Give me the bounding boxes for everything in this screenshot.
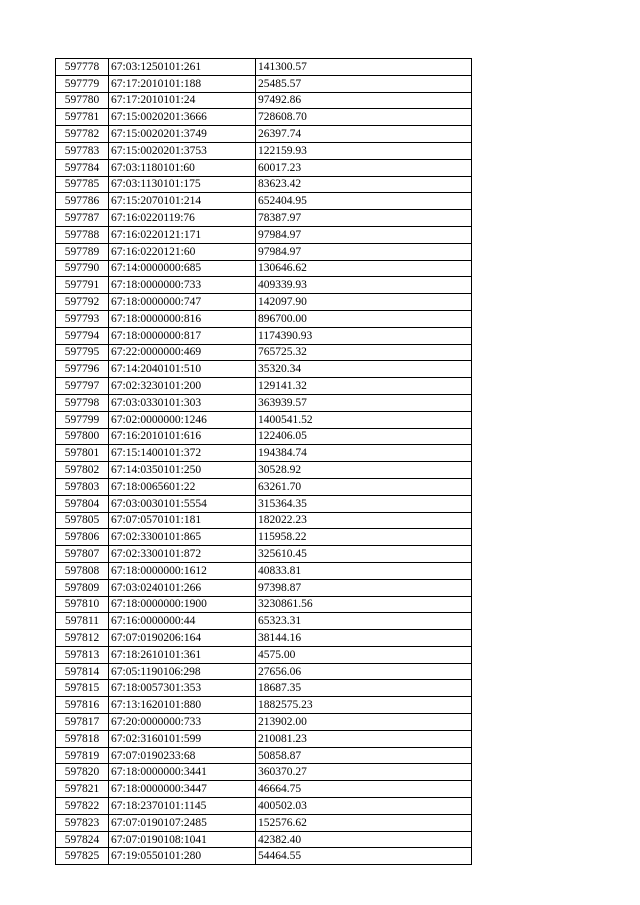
row-number-cell: 597805 (56, 512, 109, 529)
cadastral-number-cell: 67:16:0220121:60 (109, 243, 256, 260)
table-row (56, 714, 472, 731)
cadastral-number-cell: 67:19:0550101:280 (109, 848, 256, 865)
row-number-cell: 597799 (56, 411, 109, 428)
cadastral-number-cell: 67:20:0000000:733 (109, 714, 256, 731)
amount-cell: 652404.95 (256, 193, 472, 210)
amount-cell: 315364.35 (256, 495, 472, 512)
row-number-cell: 597813 (56, 646, 109, 663)
row-number-cell: 597821 (56, 781, 109, 798)
row-number-cell: 597794 (56, 327, 109, 344)
cadastral-number-cell: 67:18:0000000:3441 (109, 764, 256, 781)
cadastral-number-cell: 67:18:0000000:3447 (109, 781, 256, 798)
table-row (56, 529, 472, 546)
cadastral-number-cell: 67:02:3230101:200 (109, 378, 256, 395)
row-number-cell: 597779 (56, 75, 109, 92)
cadastral-number-cell: 67:16:2010101:616 (109, 428, 256, 445)
table-row (56, 512, 472, 529)
amount-cell: 18687.35 (256, 680, 472, 697)
amount-cell: 46664.75 (256, 781, 472, 798)
row-number-cell: 597807 (56, 546, 109, 563)
table-row (56, 562, 472, 579)
table-row (56, 848, 472, 865)
table-row (56, 142, 472, 159)
amount-cell: 728608.70 (256, 109, 472, 126)
amount-cell: 3230861.56 (256, 596, 472, 613)
cadastral-number-cell: 67:07:0190206:164 (109, 630, 256, 647)
amount-cell: 50858.87 (256, 747, 472, 764)
cadastral-number-cell: 67:03:0330101:303 (109, 394, 256, 411)
cadastral-number-cell: 67:18:2610101:361 (109, 646, 256, 663)
table-row (56, 445, 472, 462)
row-number-cell: 597808 (56, 562, 109, 579)
amount-cell: 360370.27 (256, 764, 472, 781)
amount-cell: 152576.62 (256, 814, 472, 831)
table-row (56, 781, 472, 798)
cadastral-number-cell: 67:18:0000000:747 (109, 294, 256, 311)
table-row (56, 193, 472, 210)
amount-cell: 142097.90 (256, 294, 472, 311)
amount-cell: 182022.23 (256, 512, 472, 529)
cadastral-number-cell: 67:18:0057301:353 (109, 680, 256, 697)
row-number-cell: 597811 (56, 613, 109, 630)
cadastral-number-cell: 67:14:2040101:510 (109, 361, 256, 378)
table-row (56, 344, 472, 361)
table-row (56, 260, 472, 277)
table-row (56, 747, 472, 764)
row-number-cell: 597791 (56, 277, 109, 294)
amount-cell: 54464.55 (256, 848, 472, 865)
table-row (56, 613, 472, 630)
cadastral-number-cell: 67:18:0000000:1612 (109, 562, 256, 579)
amount-cell: 65323.31 (256, 613, 472, 630)
cadastral-number-cell: 67:16:0220119:76 (109, 210, 256, 227)
amount-cell: 1400541.52 (256, 411, 472, 428)
row-number-cell: 597803 (56, 478, 109, 495)
cadastral-number-cell: 67:18:0000000:816 (109, 310, 256, 327)
row-number-cell: 597790 (56, 260, 109, 277)
amount-cell: 1882575.23 (256, 697, 472, 714)
amount-cell: 765725.32 (256, 344, 472, 361)
table-row (56, 546, 472, 563)
table-row (56, 176, 472, 193)
row-number-cell: 597818 (56, 730, 109, 747)
row-number-cell: 597822 (56, 798, 109, 815)
amount-cell: 141300.57 (256, 59, 472, 76)
row-number-cell: 597795 (56, 344, 109, 361)
table-row (56, 378, 472, 395)
cadastral-number-cell: 67:18:0000000:817 (109, 327, 256, 344)
amount-cell: 63261.70 (256, 478, 472, 495)
cadastral-number-cell: 67:03:1180101:60 (109, 159, 256, 176)
amount-cell: 122406.05 (256, 428, 472, 445)
cadastral-number-cell: 67:07:0190107:2485 (109, 814, 256, 831)
row-number-cell: 597789 (56, 243, 109, 260)
table-row (56, 243, 472, 260)
table-row (56, 697, 472, 714)
table-row (56, 361, 472, 378)
table-row (56, 277, 472, 294)
cadastral-number-cell: 67:17:2010101:188 (109, 75, 256, 92)
table-row (56, 646, 472, 663)
amount-cell: 40833.81 (256, 562, 472, 579)
cadastral-number-cell: 67:15:0020201:3753 (109, 142, 256, 159)
row-number-cell: 597800 (56, 428, 109, 445)
amount-cell: 409339.93 (256, 277, 472, 294)
row-number-cell: 597793 (56, 310, 109, 327)
amount-cell: 210081.23 (256, 730, 472, 747)
row-number-cell: 597817 (56, 714, 109, 731)
table-row (56, 159, 472, 176)
cadastral-number-cell: 67:15:0020201:3666 (109, 109, 256, 126)
row-number-cell: 597778 (56, 59, 109, 76)
amount-cell: 42382.40 (256, 831, 472, 848)
row-number-cell: 597819 (56, 747, 109, 764)
cadastral-number-cell: 67:18:2370101:1145 (109, 798, 256, 815)
amount-cell: 400502.03 (256, 798, 472, 815)
row-number-cell: 597804 (56, 495, 109, 512)
cadastral-number-cell: 67:02:3300101:872 (109, 546, 256, 563)
row-number-cell: 597801 (56, 445, 109, 462)
row-number-cell: 597806 (56, 529, 109, 546)
table-row (56, 411, 472, 428)
amount-cell: 25485.57 (256, 75, 472, 92)
row-number-cell: 597787 (56, 210, 109, 227)
amount-cell: 83623.42 (256, 176, 472, 193)
row-number-cell: 597786 (56, 193, 109, 210)
row-number-cell: 597810 (56, 596, 109, 613)
row-number-cell: 597802 (56, 462, 109, 479)
cadastral-number-cell: 67:05:1190106:298 (109, 663, 256, 680)
cadastral-number-cell: 67:15:2070101:214 (109, 193, 256, 210)
table-row (56, 59, 472, 76)
row-number-cell: 597788 (56, 226, 109, 243)
amount-cell: 97984.97 (256, 243, 472, 260)
table-row (56, 327, 472, 344)
row-number-cell: 597785 (56, 176, 109, 193)
amount-cell: 4575.00 (256, 646, 472, 663)
table-row (56, 680, 472, 697)
row-number-cell: 597797 (56, 378, 109, 395)
table-row (56, 814, 472, 831)
cadastral-number-cell: 67:03:0240101:266 (109, 579, 256, 596)
amount-cell: 213902.00 (256, 714, 472, 731)
table-row (56, 75, 472, 92)
row-number-cell: 597781 (56, 109, 109, 126)
row-number-cell: 597796 (56, 361, 109, 378)
amount-cell: 60017.23 (256, 159, 472, 176)
cadastral-number-cell: 67:02:3160101:599 (109, 730, 256, 747)
amount-cell: 363939.57 (256, 394, 472, 411)
table-row (56, 495, 472, 512)
cadastral-number-cell: 67:02:0000000:1246 (109, 411, 256, 428)
amount-cell: 26397.74 (256, 126, 472, 143)
amount-cell: 194384.74 (256, 445, 472, 462)
cadastral-number-cell: 67:14:0350101:250 (109, 462, 256, 479)
amount-cell: 78387.97 (256, 210, 472, 227)
cadastral-number-cell: 67:14:0000000:685 (109, 260, 256, 277)
amount-cell: 129141.32 (256, 378, 472, 395)
row-number-cell: 597815 (56, 680, 109, 697)
cadastral-number-cell: 67:16:0000000:44 (109, 613, 256, 630)
cadastral-number-cell: 67:07:0570101:181 (109, 512, 256, 529)
row-number-cell: 597814 (56, 663, 109, 680)
amount-cell: 896700.00 (256, 310, 472, 327)
table-row (56, 294, 472, 311)
amount-cell: 130646.62 (256, 260, 472, 277)
table-row (56, 126, 472, 143)
cadastral-number-cell: 67:16:0220121:171 (109, 226, 256, 243)
row-number-cell: 597809 (56, 579, 109, 596)
cadastral-number-cell: 67:02:3300101:865 (109, 529, 256, 546)
table-row (56, 462, 472, 479)
row-number-cell: 597792 (56, 294, 109, 311)
amount-cell: 97984.97 (256, 226, 472, 243)
row-number-cell: 597798 (56, 394, 109, 411)
cadastral-number-cell: 67:03:1250101:261 (109, 59, 256, 76)
table-row (56, 92, 472, 109)
cadastral-number-cell: 67:03:0030101:5554 (109, 495, 256, 512)
table-row (56, 831, 472, 848)
table-row (56, 730, 472, 747)
table-row (56, 226, 472, 243)
cadastral-number-cell: 67:18:0000000:1900 (109, 596, 256, 613)
cadastral-number-cell: 67:22:0000000:469 (109, 344, 256, 361)
table-row (56, 428, 472, 445)
cadastral-number-cell: 67:07:0190233:68 (109, 747, 256, 764)
row-number-cell: 597825 (56, 848, 109, 865)
row-number-cell: 597780 (56, 92, 109, 109)
amount-cell: 97398.87 (256, 579, 472, 596)
row-number-cell: 597820 (56, 764, 109, 781)
cadastral-number-cell: 67:15:0020201:3749 (109, 126, 256, 143)
cadastral-number-cell: 67:17:2010101:24 (109, 92, 256, 109)
cadastral-number-cell: 67:15:1400101:372 (109, 445, 256, 462)
data-table-body (56, 59, 472, 865)
cadastral-number-cell: 67:18:0000000:733 (109, 277, 256, 294)
row-number-cell: 597823 (56, 814, 109, 831)
amount-cell: 122159.93 (256, 142, 472, 159)
row-number-cell: 597824 (56, 831, 109, 848)
table-row (56, 630, 472, 647)
amount-cell: 115958.22 (256, 529, 472, 546)
table-row (56, 310, 472, 327)
amount-cell: 97492.86 (256, 92, 472, 109)
amount-cell: 325610.45 (256, 546, 472, 563)
table-row (56, 579, 472, 596)
amount-cell: 38144.16 (256, 630, 472, 647)
table-row (56, 798, 472, 815)
table-row (56, 109, 472, 126)
amount-cell: 35320.34 (256, 361, 472, 378)
table-row (56, 764, 472, 781)
cadastral-number-cell: 67:03:1130101:175 (109, 176, 256, 193)
amount-cell: 1174390.93 (256, 327, 472, 344)
table-row (56, 210, 472, 227)
row-number-cell: 597816 (56, 697, 109, 714)
table-row (56, 663, 472, 680)
cadastral-number-cell: 67:13:1620101:880 (109, 697, 256, 714)
cadastral-number-cell: 67:18:0065601:22 (109, 478, 256, 495)
data-table (55, 58, 472, 865)
row-number-cell: 597784 (56, 159, 109, 176)
table-row (56, 596, 472, 613)
table-row (56, 478, 472, 495)
table-row (56, 394, 472, 411)
amount-cell: 30528.92 (256, 462, 472, 479)
row-number-cell: 597812 (56, 630, 109, 647)
cadastral-number-cell: 67:07:0190108:1041 (109, 831, 256, 848)
amount-cell: 27656.06 (256, 663, 472, 680)
row-number-cell: 597783 (56, 142, 109, 159)
row-number-cell: 597782 (56, 126, 109, 143)
